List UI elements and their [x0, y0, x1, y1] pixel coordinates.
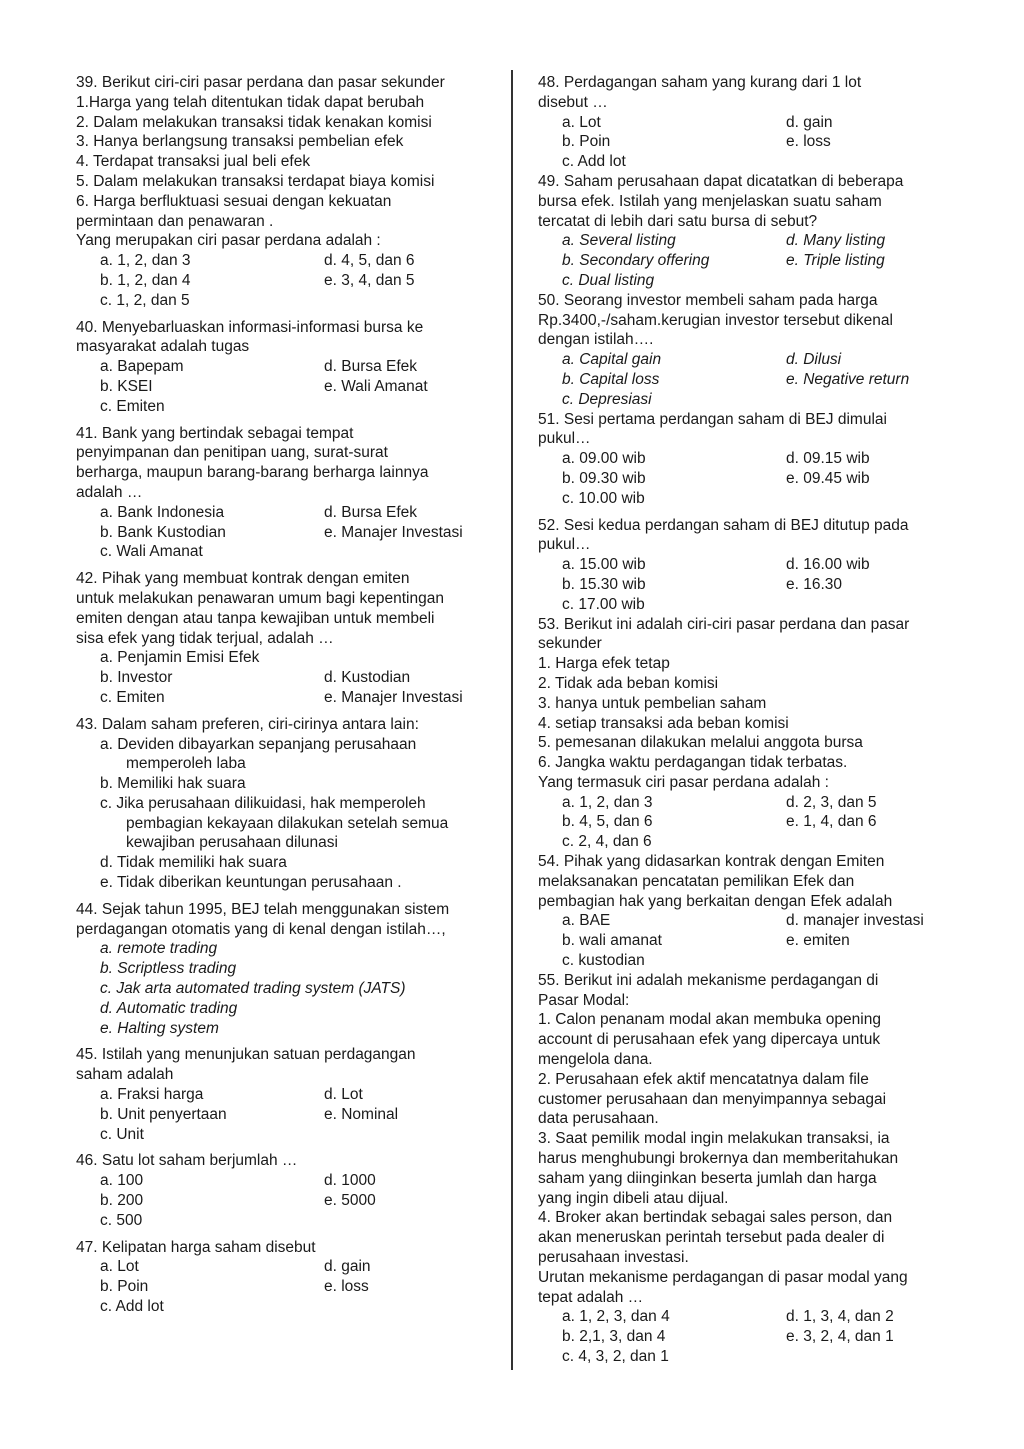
- answer-option-row: [538, 555, 958, 575]
- answer-option: d. Tidak memiliki hak suara: [100, 854, 287, 872]
- answer-option: d. 2, 3, dan 5: [786, 793, 877, 811]
- answer-option: c. Emiten: [100, 688, 165, 706]
- question-text-line: 44. Sejak tahun 1995, BEJ telah menggunakan sistem: [76, 900, 450, 918]
- answer-option: a. Fraksi harga: [100, 1086, 204, 1104]
- answer-option: c. Jak arta automated trading system (JATS): [100, 980, 406, 998]
- answer-option: a. BAE: [562, 912, 611, 930]
- column-divider: [511, 70, 513, 1370]
- question-text-line: 52. Sesi kedua perdangan saham di BEJ ditutup pada: [538, 516, 909, 534]
- question-text-line: 3. hanya untuk pembelian saham: [538, 694, 767, 712]
- question-text-line: 4. Broker akan bertindak sebagai sales person, dan: [538, 1209, 893, 1227]
- answer-option-row: [76, 271, 500, 291]
- answer-option: b. 200: [100, 1192, 144, 1210]
- answer-option: b. Bank Kustodian: [100, 523, 226, 541]
- question-text-line: dengan istilah….: [538, 331, 654, 349]
- question-text-line: Pasar Modal:: [538, 991, 630, 1009]
- answer-option: d. Many listing: [786, 232, 886, 250]
- answer-option-row: [76, 357, 500, 377]
- answer-option: d. manajer investasi: [786, 912, 924, 930]
- question-text-line: pembagian hak yang berkaitan dengan Efek adalah: [538, 892, 893, 910]
- answer-option-row: [76, 1171, 500, 1191]
- answer-option: d. Bursa Efek: [324, 503, 418, 521]
- answer-option: d. gain: [324, 1258, 371, 1276]
- question-text-line: disebut …: [538, 93, 608, 111]
- answer-option: b. 4, 5, dan 6: [562, 813, 653, 831]
- answer-option-row: [76, 1191, 500, 1211]
- question-text-line: 48. Perdagangan saham yang kurang dari 1 lot: [538, 74, 862, 91]
- answer-option: c. 4, 3, 2, dan 1: [562, 1348, 669, 1365]
- question-text-line: perusahaan investasi.: [538, 1249, 689, 1267]
- answer-option: c. Dual listing: [562, 271, 655, 289]
- answer-option: e. 09.45 wib: [786, 469, 870, 487]
- answer-option: b. KSEI: [100, 377, 153, 395]
- question-text-line: 5. pemesanan dilakukan melalui anggota bursa: [538, 734, 863, 752]
- question-text-line: saham adalah: [76, 1066, 174, 1084]
- answer-option: c. 1, 2, dan 5: [100, 291, 190, 309]
- left-column: [76, 73, 500, 1324]
- answer-option-row: [76, 503, 500, 523]
- answer-option: b. 1, 2, dan 4: [100, 271, 191, 289]
- answer-option-row: [538, 350, 958, 370]
- question-text-line: 1.Harga yang telah ditentukan tidak dapat berubah: [76, 93, 425, 111]
- answer-option-row: [538, 271, 958, 291]
- question-block: [76, 424, 500, 563]
- answer-option: d. gain: [786, 113, 833, 131]
- answer-option: c. 10.00 wib: [562, 489, 645, 507]
- answer-option: b. 09.30 wib: [562, 469, 646, 487]
- answer-option: e. 16.30: [786, 575, 843, 593]
- answer-option: e. Nominal: [324, 1105, 399, 1123]
- question-block: [76, 569, 500, 708]
- question-block: [76, 1238, 500, 1317]
- question-text-line: yang ingin dibeli atau dijual.: [538, 1189, 729, 1207]
- question-text-line: data perusahaan.: [538, 1110, 659, 1128]
- question-text-line: untuk melakukan penawaran umum bagi kepentingan: [76, 589, 444, 607]
- question-text-line: saham yang diinginkan beserta jumlah dan harga: [538, 1169, 877, 1187]
- answer-option: a. Lot: [562, 113, 601, 131]
- answer-option-row: [76, 1085, 500, 1105]
- question-block: [76, 73, 500, 311]
- answer-option: c. kustodian: [562, 952, 645, 970]
- answer-option: c. 500: [100, 1211, 143, 1229]
- answer-option: b. Unit penyertaan: [100, 1105, 227, 1123]
- answer-option: e. Halting system: [100, 1019, 219, 1037]
- question-block: [538, 516, 958, 615]
- answer-option-row: [76, 291, 500, 311]
- answer-option-row: [538, 1327, 958, 1347]
- answer-option: b. wali amanat: [562, 932, 662, 950]
- question-text-line: 2. Dalam melakukan transaksi tidak kenakan komisi: [76, 113, 432, 131]
- answer-option: a. 15.00 wib: [562, 556, 646, 574]
- answer-option-row: [76, 1211, 500, 1231]
- question-text-line: 5. Dalam melakukan transaksi terdapat biaya komisi: [76, 172, 435, 190]
- question-text-line: 1. Harga efek tetap: [538, 655, 670, 673]
- question-block: [538, 291, 958, 410]
- question-text-line: penyimpanan dan penitipan uang, surat-surat: [76, 444, 388, 462]
- question-text-line: permintaan dan penawaran .: [76, 212, 274, 230]
- answer-option-row: [538, 575, 958, 595]
- answer-option-row: [538, 449, 958, 469]
- question-text-line: Yang merupakan ciri pasar perdana adalah :: [76, 232, 381, 250]
- question-text-line: melaksanakan pencatatan pemilikan Efek dan: [538, 872, 855, 890]
- answer-option: a. Deviden dibayarkan sepanjang perusahaan: [100, 735, 417, 753]
- question-text-line: pukul…: [538, 430, 591, 448]
- question-text-line: Rp.3400,-/saham.kerugian investor tersebut dikenal: [538, 311, 893, 329]
- answer-option-row: [538, 113, 958, 133]
- question-text-line: 6. Jangka waktu perdagangan tidak terbatas.: [538, 754, 848, 772]
- question-text-line: 40. Menyebarluaskan informasi-informasi bursa ke: [76, 318, 424, 336]
- question-text-line: adalah …: [76, 483, 143, 501]
- question-text-line: account di perusahaan efek yang dipercaya untuk: [538, 1031, 881, 1049]
- answer-option-row: [538, 1347, 958, 1367]
- question-text-line: 6. Harga berfluktuasi sesuai dengan kekuatan: [76, 192, 392, 210]
- question-text-line: tercatat di lebih dari satu bursa di sebut?: [538, 212, 818, 230]
- question-text-line: 45. Istilah yang menunjukan satuan perdagangan: [76, 1046, 416, 1064]
- answer-option: c. Wali Amanat: [100, 543, 203, 561]
- answer-option-row: [538, 812, 958, 832]
- question-block: [538, 73, 958, 172]
- question-text-line: customer perusahaan dan menyimpannya sebagai: [538, 1090, 887, 1108]
- question-text-line: sekunder: [538, 635, 602, 653]
- answer-option: c. Add lot: [562, 153, 626, 171]
- answer-option-row: [538, 152, 958, 172]
- answer-option-row: [76, 523, 500, 543]
- answer-option: a. Several listing: [562, 232, 676, 250]
- answer-option: b. Capital loss: [562, 370, 660, 388]
- answer-option: b. Poin: [562, 133, 611, 151]
- answer-option: a. Lot: [100, 1258, 139, 1276]
- answer-option: a. 09.00 wib: [562, 450, 646, 468]
- question-text-line: 47. Kelipatan harga saham disebut: [76, 1238, 316, 1256]
- question-text-line: 42. Pihak yang membuat kontrak dengan emiten: [76, 570, 410, 588]
- question-text-line: 2. Perusahaan efek aktif mencatatnya dalam file: [538, 1070, 869, 1088]
- answer-option: d. 1000: [324, 1172, 376, 1190]
- answer-option: e. loss: [324, 1278, 369, 1296]
- question-text-line: 41. Bank yang bertindak sebagai tempat: [76, 424, 354, 442]
- answer-option: pembagian kekayaan dilakukan setelah semua: [126, 814, 449, 832]
- answer-option-row: [538, 832, 958, 852]
- answer-option-row: [76, 1105, 500, 1125]
- question-text-line: 55. Berikut ini adalah mekanisme perdagangan di: [538, 971, 879, 989]
- answer-option: e. Tidak diberikan keuntungan perusahaan .: [100, 874, 402, 892]
- question-block: [538, 852, 958, 971]
- answer-option: e. Negative return: [786, 370, 910, 388]
- right-column: [538, 73, 958, 1367]
- question-text-line: akan meneruskan perintah tersebut pada dealer di: [538, 1229, 885, 1247]
- question-text-line: sisa efek yang tidak terjual, adalah …: [76, 629, 334, 647]
- answer-option: memperoleh laba: [126, 755, 246, 773]
- answer-option: b. 15.30 wib: [562, 575, 646, 593]
- answer-option: d. 09.15 wib: [786, 450, 870, 468]
- question-text-line: 49. Saham perusahaan dapat dicatatkan di beberapa: [538, 172, 904, 190]
- answer-option: a. 1, 2, dan 3: [562, 793, 653, 811]
- question-text-line: emiten dengan atau tanpa kewajiban untuk membeli: [76, 609, 435, 627]
- answer-option: d. Kustodian: [324, 669, 411, 687]
- question-block: [538, 971, 958, 1367]
- answer-option-row: [538, 951, 958, 971]
- answer-option: b. 2,1, 3, dan 4: [562, 1328, 666, 1346]
- answer-option: d. 1, 3, 4, dan 2: [786, 1308, 894, 1326]
- answer-option: a. 1, 2, 3, dan 4: [562, 1308, 670, 1326]
- answer-option-row: [538, 911, 958, 931]
- question-text-line: harus menghubungi brokernya dan memberitahukan: [538, 1150, 899, 1168]
- question-text-line: masyarakat adalah tugas: [76, 338, 250, 356]
- question-text-line: 3. Saat pemilik modal ingin melakukan transaksi, ia: [538, 1130, 890, 1148]
- answer-option: kewajiban perusahaan dilunasi: [126, 834, 338, 852]
- answer-option: e. 3, 4, dan 5: [324, 271, 415, 289]
- answer-option: e. emiten: [786, 932, 850, 950]
- answer-option-row: [538, 132, 958, 152]
- answer-option-row: [76, 688, 500, 708]
- question-block: [538, 615, 958, 853]
- question-block: [76, 318, 500, 417]
- question-block: [76, 715, 500, 893]
- answer-option: a. Bank Indonesia: [100, 503, 225, 521]
- answer-option: d. Lot: [324, 1086, 363, 1104]
- answer-option-row: [76, 251, 500, 271]
- answer-option: a. 1, 2, dan 3: [100, 252, 191, 270]
- answer-option-row: [76, 1125, 500, 1145]
- answer-option: d. Dilusi: [786, 351, 842, 369]
- answer-option: b. Investor: [100, 669, 173, 687]
- answer-option: b. Poin: [100, 1278, 149, 1296]
- answer-option: c. Jika perusahaan dilikuidasi, hak memperoleh: [100, 794, 426, 812]
- answer-option: c. Add lot: [100, 1298, 164, 1316]
- answer-option: e. Wali Amanat: [324, 377, 428, 395]
- question-text-line: 54. Pihak yang didasarkan kontrak dengan Emiten: [538, 853, 885, 871]
- answer-option: e. loss: [786, 133, 831, 151]
- answer-option: c. Unit: [100, 1125, 144, 1143]
- answer-option: b. Secondary offering: [562, 252, 710, 270]
- answer-option: e. 3, 2, 4, dan 1: [786, 1328, 894, 1346]
- answer-option: a. Capital gain: [562, 351, 662, 369]
- answer-option: a. remote trading: [100, 940, 218, 958]
- question-text-line: 43. Dalam saham preferen, ciri-cirinya antara lain:: [76, 715, 419, 733]
- question-block: [76, 900, 500, 1039]
- answer-option-row: [538, 370, 958, 390]
- question-text-line: 46. Satu lot saham berjumlah …: [76, 1152, 298, 1170]
- answer-option-row: [76, 397, 500, 417]
- question-block: [538, 410, 958, 509]
- question-text-line: berharga, maupun barang-barang berharga lainnya: [76, 464, 429, 482]
- answer-option-row: [76, 1257, 500, 1277]
- answer-option-row: [76, 648, 500, 668]
- question-text-line: 4. Terdapat transaksi jual beli efek: [76, 153, 311, 171]
- question-block: [76, 1151, 500, 1230]
- answer-option: e. Manajer Investasi: [324, 523, 463, 541]
- answer-option-row: [76, 1297, 500, 1317]
- answer-option-row: [76, 377, 500, 397]
- answer-option: d. Bursa Efek: [324, 358, 418, 376]
- answer-option: e. 5000: [324, 1192, 376, 1210]
- question-text-line: 53. Berikut ini adalah ciri-ciri pasar perdana dan pasar: [538, 615, 910, 633]
- question-text-line: Urutan mekanisme perdagangan di pasar modal yang: [538, 1268, 908, 1286]
- question-text-line: 39. Berikut ciri-ciri pasar perdana dan pasar sekunder: [76, 74, 445, 91]
- answer-option-row: [538, 595, 958, 615]
- answer-option-row: [76, 542, 500, 562]
- answer-option-row: [76, 668, 500, 688]
- answer-option: e. 1, 4, dan 6: [786, 813, 877, 831]
- question-text-line: 50. Seorang investor membeli saham pada harga: [538, 291, 878, 309]
- question-text-line: 4. setiap transaksi ada beban komisi: [538, 714, 789, 732]
- question-text-line: 51. Sesi pertama perdangan saham di BEJ dimulai: [538, 410, 887, 428]
- answer-option-row: [538, 1307, 958, 1327]
- answer-option-row: [538, 469, 958, 489]
- answer-option: d. Automatic trading: [100, 999, 238, 1017]
- answer-option-row: [538, 251, 958, 271]
- question-text-line: 2. Tidak ada beban komisi: [538, 674, 719, 692]
- answer-option: c. Emiten: [100, 397, 165, 415]
- answer-option: c. 2, 4, dan 6: [562, 833, 652, 851]
- answer-option-row: [538, 231, 958, 251]
- question-text-line: perdagangan otomatis yang di kenal dengan istilah…,: [76, 920, 446, 938]
- answer-option-row: [538, 390, 958, 410]
- answer-option: e. Triple listing: [786, 252, 885, 270]
- answer-option: a. Penjamin Emisi Efek: [100, 649, 260, 667]
- question-block: [76, 1045, 500, 1144]
- question-block: [538, 172, 958, 291]
- answer-option-row: [538, 931, 958, 951]
- answer-option: e. Manajer Investasi: [324, 688, 463, 706]
- answer-option: a. 100: [100, 1172, 144, 1190]
- answer-option: a. Bapepam: [100, 358, 184, 376]
- question-text-line: mengelola dana.: [538, 1051, 653, 1069]
- question-text-line: bursa efek. Istilah yang menjelaskan suatu saham: [538, 192, 882, 210]
- answer-option: b. Scriptless trading: [100, 960, 237, 978]
- question-text-line: pukul…: [538, 536, 591, 554]
- answer-option-row: [76, 1277, 500, 1297]
- question-text-line: 1. Calon penanam modal akan membuka opening: [538, 1011, 881, 1029]
- answer-option: c. 17.00 wib: [562, 595, 645, 613]
- answer-option: d. 4, 5, dan 6: [324, 252, 415, 270]
- answer-option: c. Depresiasi: [562, 390, 652, 408]
- question-text-line: 3. Hanya berlangsung transaksi pembelian efek: [76, 133, 404, 151]
- answer-option-row: [538, 793, 958, 813]
- answer-option: b. Memiliki hak suara: [100, 775, 246, 793]
- question-text-line: Yang termasuk ciri pasar perdana adalah :: [538, 773, 829, 791]
- answer-option-row: [538, 489, 958, 509]
- answer-option: d. 16.00 wib: [786, 556, 870, 574]
- question-text-line: tepat adalah …: [538, 1288, 644, 1306]
